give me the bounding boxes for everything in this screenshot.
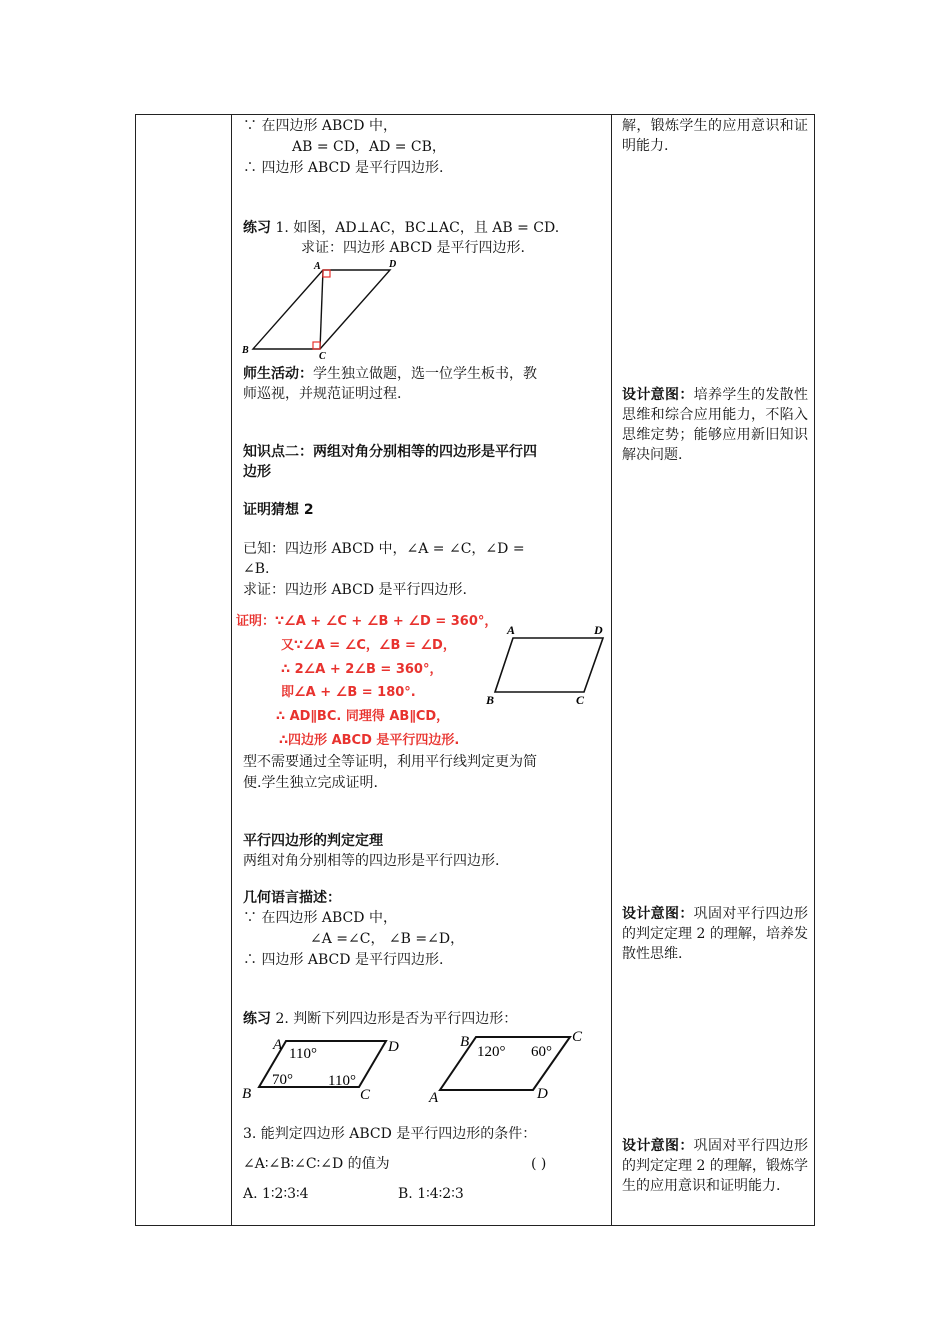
after-proof-line2: 便.学生独立完成证明. <box>243 775 378 791</box>
figa-label-d: D <box>388 1039 399 1055</box>
exercise1-label: 练习 <box>243 220 271 236</box>
exercise1-label-c: C <box>319 351 326 360</box>
figb-angle-c: 60° <box>531 1044 552 1060</box>
exercise1-label-d: D <box>389 259 397 270</box>
design-note-3-label: 设计意图： <box>622 906 694 922</box>
conjecture2-heading: 证明猜想 2 <box>243 502 314 518</box>
proof-label-b: B <box>486 693 495 707</box>
proof-line3: ∴ 2∠A + 2∠B = 360°， <box>281 662 443 677</box>
exercise1-text: 1. 如图，AD⊥AC，BC⊥AC，且 AB = CD. <box>271 220 560 236</box>
block1-line1: ∵ 在四边形 ABCD 中， <box>243 118 397 134</box>
proof-figure <box>484 618 610 710</box>
activity1-line2: 师巡视，并规范证明过程. <box>243 386 402 402</box>
figb-label-a: A <box>429 1090 439 1106</box>
figa-angle-c: 110° <box>328 1073 356 1089</box>
knowledge-point2-line2: 边形 <box>243 464 271 480</box>
prove-line: 求证：四边形 ABCD 是平行四边形. <box>243 582 467 598</box>
knowledge-point2-line1: 知识点二：两组对角分别相等的四边形是平行四 <box>243 444 537 460</box>
activity1-label: 师生活动： <box>243 366 313 382</box>
proof-line5: ∴ AD∥BC. 同理得 AB∥CD， <box>276 709 450 724</box>
exercise2-figure-a <box>238 1028 413 1104</box>
geometry-language-title: 几何语言描述： <box>243 890 341 906</box>
theorem-title: 平行四边形的判定定理 <box>243 833 383 849</box>
design-note-2-label: 设计意图： <box>622 387 694 403</box>
design-note-4-label: 设计意图： <box>622 1138 694 1154</box>
right-angle-mark-c <box>313 342 320 349</box>
right-angle-mark-a <box>323 270 330 277</box>
activity1-line1: 师生活动：学生独立做题，选一位学生板书，教 <box>243 366 537 382</box>
exercise1-diagonal-ac <box>320 270 323 349</box>
design-note-1 <box>622 116 808 156</box>
design-note-2-text: 培养学生的发散性思维和综合应用能力，不陷入思维定势；能够应用新旧知识解决问题. <box>622 387 809 463</box>
exercise1-title <box>243 218 559 238</box>
exercise3-line2: ∠A∶∠B∶∠C∶∠D 的值为 <box>243 1156 390 1172</box>
figa-label-a: A <box>273 1037 283 1053</box>
proof-line1: 证明：∵∠A + ∠C + ∠B + ∠D = 360°， <box>236 614 498 629</box>
exercise1-figure <box>238 256 408 360</box>
column-divider-2 <box>611 115 612 1225</box>
given-line2: ∠B. <box>243 561 270 577</box>
proof-label-d: D <box>594 623 603 637</box>
figb-angle-b: 120° <box>477 1044 506 1060</box>
proof-label-c: C <box>576 693 585 707</box>
figa-label-b: B <box>242 1086 252 1102</box>
geometry-line2: ∠A =∠C， ∠B =∠D， <box>310 931 465 947</box>
exercise3-line1: 3. 能判定四边形 ABCD 是平行四边形的条件： <box>243 1126 537 1142</box>
figb-label-c: C <box>572 1029 583 1045</box>
exercise1-label-b: B <box>242 345 249 356</box>
figb-label-d: D <box>537 1086 548 1102</box>
exercise3-option-b: B. 1∶4∶2∶3 <box>398 1186 464 1202</box>
design-note-4 <box>622 1136 808 1196</box>
geometry-line1: ∵ 在四边形 ABCD 中， <box>243 910 397 926</box>
figa-angle-a: 110° <box>289 1046 317 1062</box>
after-proof-line1: 型不需要通过全等证明，利用平行线判定更为简 <box>243 754 537 770</box>
proof-line4: 即∠A + ∠B = 180°. <box>281 685 416 700</box>
figb-label-b: B <box>460 1034 470 1050</box>
theorem-text: 两组对角分别相等的四边形是平行四边形. <box>243 853 500 869</box>
proof-parallelogram <box>495 638 603 692</box>
given-line1: 已知：四边形 ABCD 中，∠A = ∠C，∠D = <box>243 541 525 557</box>
exercise3-option-a: A. 1∶2∶3∶4 <box>243 1186 309 1202</box>
proof-line6: ∴四边形 ABCD 是平行四边形. <box>279 733 460 748</box>
geometry-line3: ∴ 四边形 ABCD 是平行四边形. <box>243 952 444 968</box>
exercise2-figure-b <box>425 1024 590 1106</box>
block1-line2: AB = CD，AD = CB， <box>292 139 446 155</box>
figa-label-c: C <box>360 1087 371 1103</box>
exercise2-label: 练习 <box>243 1011 271 1027</box>
exercise2-text: 2. 判断下列四边形是否为平行四边形： <box>271 1011 518 1027</box>
exercise3-answer-paren: ( ) <box>531 1156 547 1172</box>
exercise1-line2: 求证：四边形 ABCD 是平行四边形. <box>301 240 525 256</box>
design-note-2 <box>622 385 808 465</box>
proof-label-a: A <box>507 623 516 637</box>
figa-angle-b: 70° <box>272 1072 293 1088</box>
proof-line2: 又∵∠A = ∠C，∠B = ∠D， <box>281 638 456 653</box>
exercise1-label-a: A <box>314 261 321 272</box>
design-note-1-text: 解，锻炼学生的应用意识和证明能力. <box>622 118 808 154</box>
design-note-3-text: 巩固对平行四边形的判定定理 2 的理解，培养发散性思维. <box>622 906 809 962</box>
column-divider-1 <box>231 115 232 1225</box>
block1-line3: ∴ 四边形 ABCD 是平行四边形. <box>243 160 444 176</box>
design-note-4-text: 巩固对平行四边形的判定定理 2 的理解，锻炼学生的应用意识和证明能力. <box>622 1138 809 1194</box>
design-note-3 <box>622 904 808 964</box>
